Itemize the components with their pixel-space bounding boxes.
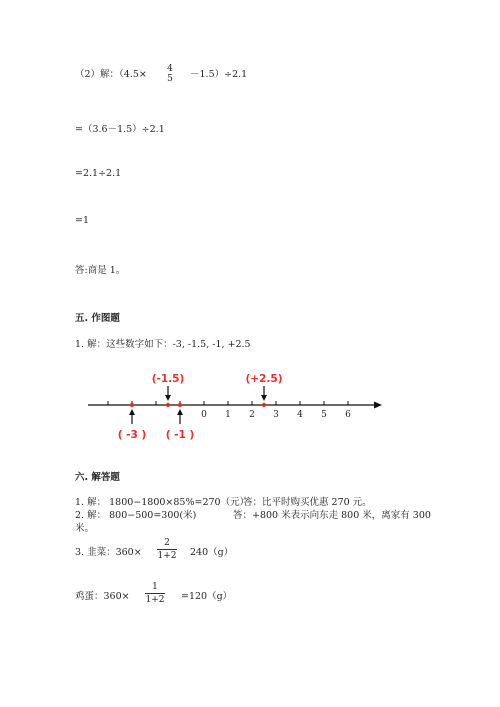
tick-label-4: 4 <box>297 410 303 420</box>
label-minus-1-5: (-1.5) <box>151 373 185 385</box>
s6-q2-cont: 米。 <box>75 523 95 534</box>
s6-q4-fraction <box>145 582 165 605</box>
fraction-denominator: 1+2 <box>145 595 165 605</box>
tick-label-6: 6 <box>345 410 351 420</box>
section6-title: 六. 解答题 <box>75 472 120 483</box>
fraction-denominator: 1+2 <box>157 551 177 561</box>
tick-label-5: 5 <box>321 410 327 420</box>
s6-q2-left: 2. 解： 800−500=300(米) <box>75 510 197 521</box>
label-minus-3: ( -3 ) <box>117 429 147 441</box>
s6-q1-left: 1. 解： 1800−1800×85%=270（元） <box>75 497 250 508</box>
section5-title: 五. 作图题 <box>75 313 120 324</box>
point-plus-2-5 <box>262 403 266 407</box>
s6-q3-a: 3. 韭菜：360× <box>75 547 142 558</box>
fraction-numerator: 1 <box>152 582 158 592</box>
s6-q2-right: 答：+800 米表示向东走 800 米，离家有 300 <box>233 510 431 521</box>
p2-line4: =1 <box>75 215 90 226</box>
p2-line3: =2.1÷2.1 <box>75 168 122 179</box>
fraction-numerator: 4 <box>167 64 173 74</box>
tick-label-3: 3 <box>273 410 279 420</box>
s6-q4-b: =120（g） <box>181 591 233 602</box>
point-minus-1 <box>178 403 182 407</box>
s6-q4-a: 鸡蛋：360× <box>75 591 130 602</box>
point-minus-3 <box>130 403 134 407</box>
p2-line1-b: －1.5）÷2.1 <box>190 69 248 80</box>
point-minus-1-5 <box>166 403 170 407</box>
section5-q1: 1. 解：这些数字如下：-3, -1.5, -1, +2.5 <box>75 339 251 350</box>
fraction-bar <box>145 593 165 594</box>
fraction-bar <box>157 549 177 550</box>
p2-line2: =（3.6－1.5）÷2.1 <box>75 124 165 135</box>
s6-q3-b: 240（g） <box>190 547 234 558</box>
label-plus-2-5: (+2.5) <box>245 373 283 385</box>
tick-label-2: 2 <box>249 410 255 420</box>
p2-answer: 答:商是 1。 <box>75 265 126 276</box>
tick-label-1: 1 <box>225 410 231 420</box>
fraction-numerator: 2 <box>164 538 170 548</box>
tick-label-0: 0 <box>201 410 207 420</box>
s6-q3-fraction <box>157 538 177 561</box>
fraction-denominator: 5 <box>167 74 173 84</box>
s6-q1-right: 答：比平时购买优惠 270 元。 <box>243 497 372 508</box>
p2-line1-a: （2）解：（4.5× <box>75 69 147 80</box>
number-line-arrowhead <box>374 402 382 409</box>
label-minus-1: ( -1 ) <box>165 429 195 441</box>
